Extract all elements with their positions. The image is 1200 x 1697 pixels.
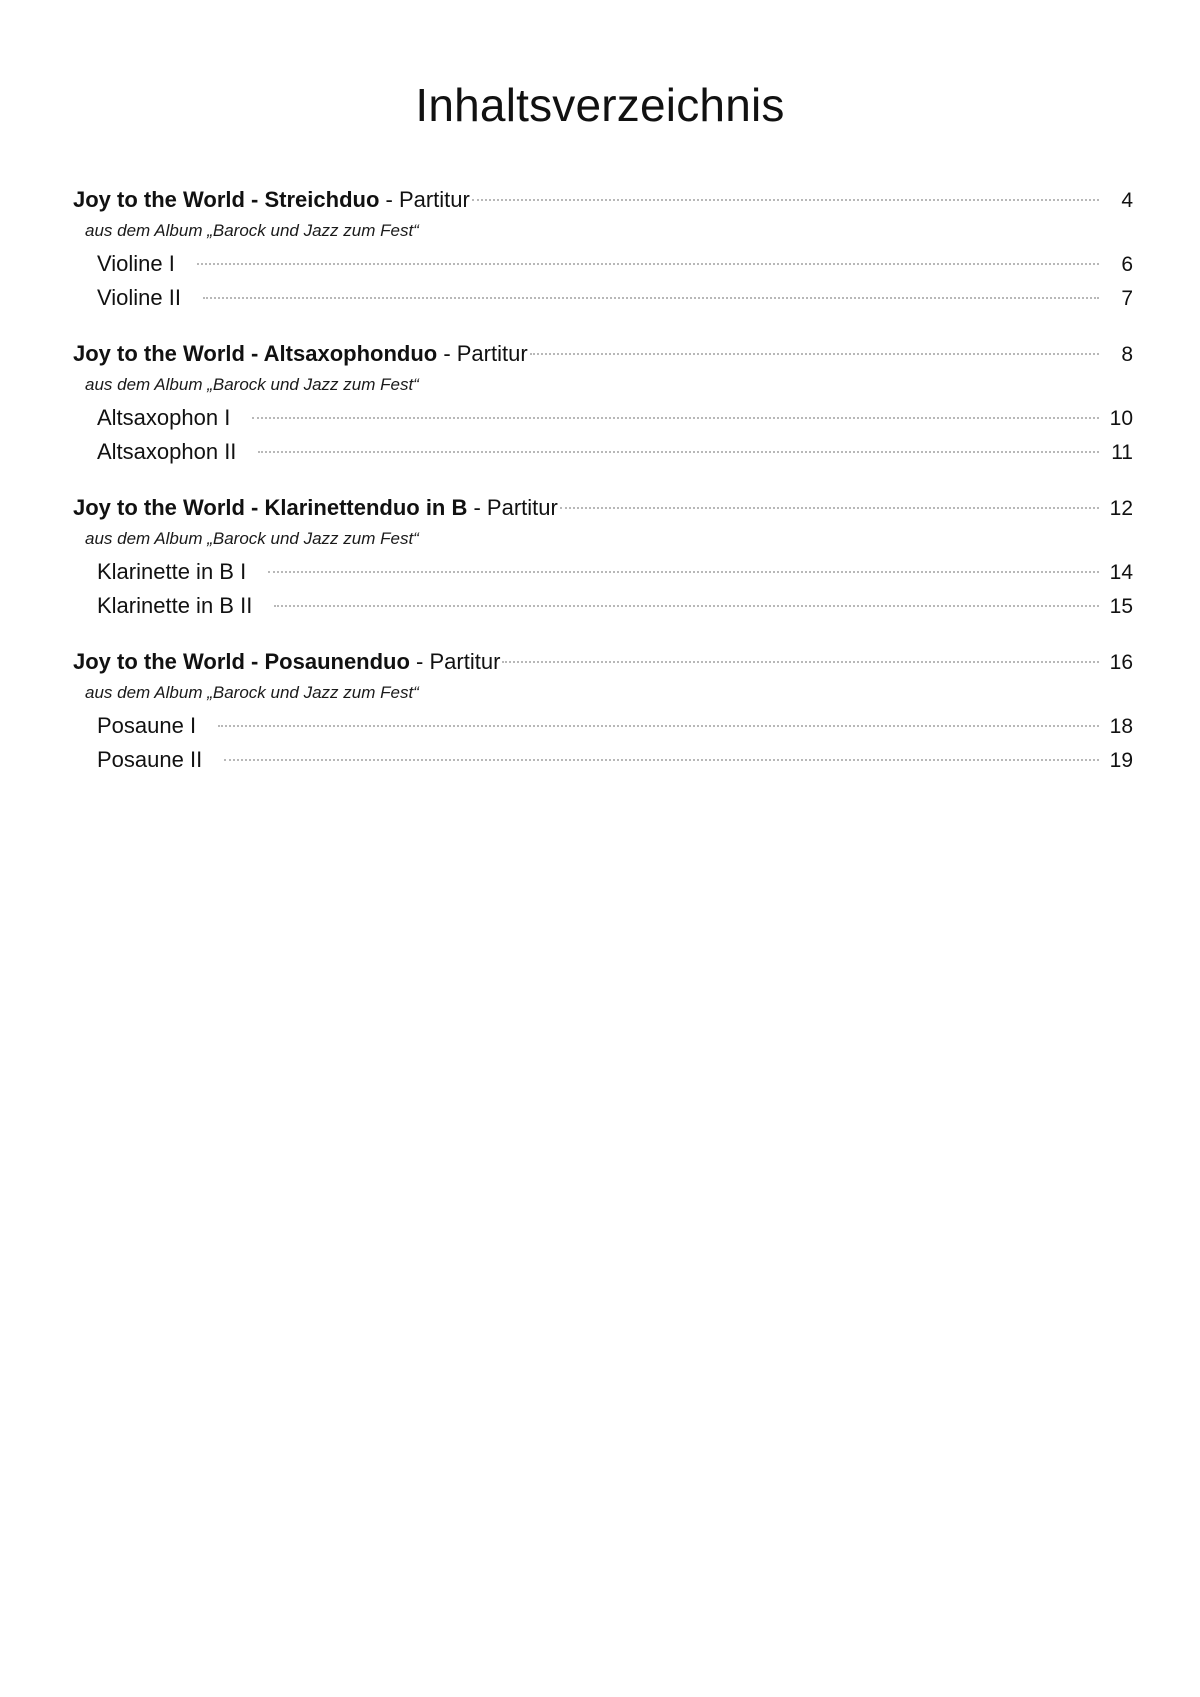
entry-title <box>73 337 528 371</box>
page-title: Inhaltsverzeichnis <box>415 79 785 131</box>
dot-leader <box>472 199 1099 201</box>
entry-title-bold: Joy to the World - Klarinettenduo in B <box>73 495 468 520</box>
dot-leader <box>560 507 1099 509</box>
entry-title-bold: Joy to the World - Altsaxophonduo <box>73 341 438 366</box>
toc-entry-posaune-1[interactable] <box>73 709 1133 743</box>
part-label: Altsaxophon I <box>97 405 231 430</box>
dot-leader <box>258 451 1099 453</box>
toc-entry-violine-2[interactable] <box>73 281 1133 315</box>
toc-entry-streichduo-score[interactable] <box>73 183 1133 217</box>
dot-leader <box>268 571 1099 573</box>
page-number: 19 <box>1109 749 1133 772</box>
part-label: Violine II <box>97 285 181 310</box>
page-number: 18 <box>1109 715 1133 738</box>
entry-title <box>73 645 500 679</box>
table-of-contents <box>73 183 1133 799</box>
album-subtitle: aus dem Album „Barock und Jazz zum Fest“ <box>85 683 419 702</box>
toc-entry-klarinette-1[interactable] <box>73 555 1133 589</box>
dot-leader <box>530 353 1099 355</box>
part-label: Violine I <box>97 251 175 276</box>
dot-leader <box>197 263 1099 265</box>
part-label: Klarinette in B I <box>97 559 247 584</box>
part-label: Posaune I <box>97 713 197 738</box>
toc-entry-posaunenduo-score[interactable] <box>73 645 1133 679</box>
toc-section-klarinettenduo <box>73 491 1133 623</box>
entry-title-suffix: - Partitur <box>437 341 528 366</box>
toc-entry-altsaxophon-2[interactable] <box>73 435 1133 469</box>
page-number: 4 <box>1121 189 1133 212</box>
album-subtitle: aus dem Album „Barock und Jazz zum Fest“ <box>85 529 419 548</box>
page-number: 14 <box>1109 561 1133 584</box>
part-label: Klarinette in B II <box>97 593 253 618</box>
toc-entry-altsaxophon-1[interactable] <box>73 401 1133 435</box>
dot-leader <box>502 661 1099 663</box>
entry-title-bold: Joy to the World - Streichduo <box>73 187 380 212</box>
page-number: 7 <box>1121 287 1133 310</box>
toc-entry-klarinettenduo-score[interactable] <box>73 491 1133 525</box>
toc-section-altsaxophonduo <box>73 337 1133 469</box>
page-number: 6 <box>1121 253 1133 276</box>
toc-entry-klarinette-2[interactable] <box>73 589 1133 623</box>
toc-entry-posaune-2[interactable] <box>73 743 1133 777</box>
album-subtitle: aus dem Album „Barock und Jazz zum Fest“ <box>85 221 419 240</box>
entry-title-suffix: - Partitur <box>467 495 558 520</box>
page-number: 16 <box>1109 651 1133 674</box>
dot-leader <box>203 297 1099 299</box>
page-number: 10 <box>1109 407 1133 430</box>
entry-title-suffix: - Partitur <box>409 649 501 674</box>
toc-section-posaunenduo <box>73 645 1133 777</box>
dot-leader <box>218 725 1099 727</box>
page-number: 15 <box>1109 595 1133 618</box>
entry-title-suffix: - Partitur <box>379 187 470 212</box>
part-label: Posaune II <box>97 747 203 772</box>
toc-section-streichduo <box>73 183 1133 315</box>
entry-title <box>73 491 558 525</box>
page-number: 8 <box>1121 343 1133 366</box>
entry-title-bold: Joy to the World - Posaunenduo <box>73 649 410 674</box>
dot-leader <box>252 417 1099 419</box>
page-number: 11 <box>1111 441 1133 464</box>
entry-title <box>73 183 470 217</box>
part-label: Altsaxophon II <box>97 439 237 464</box>
toc-entry-violine-1[interactable] <box>73 247 1133 281</box>
album-subtitle: aus dem Album „Barock und Jazz zum Fest“ <box>85 375 419 394</box>
page-number: 12 <box>1109 497 1133 520</box>
dot-leader <box>224 759 1099 761</box>
toc-entry-altsaxophonduo-score[interactable] <box>73 337 1133 371</box>
dot-leader <box>274 605 1099 607</box>
